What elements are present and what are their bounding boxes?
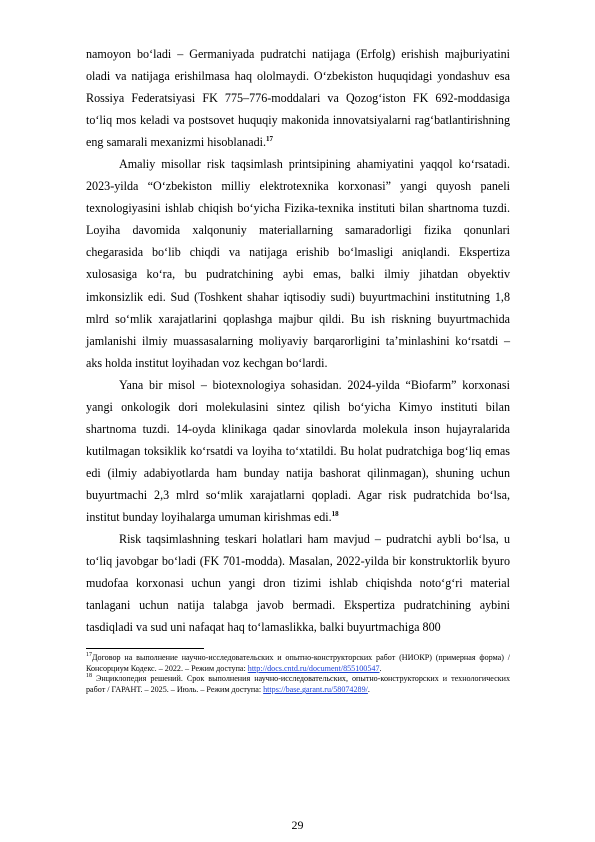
footnote-18: [86, 674, 510, 695]
footnote-18-text: Энциклопедия решений. Срок выполнения научно-исследовательских, опытно-конструкторских и технологических работ / ГАРАНТ. – 2025. – Июль. – Режим доступа:: [86, 674, 510, 695]
paragraph-2: Amaliy misollar risk taqsimlash printsipining ahamiyatini yaqqol ko‘rsatadi. 2023-yilda “O‘zbekiston milliy elektrotexnika korxonasi” yangi quyosh paneli texnologiyasini ishlab chiqish bo‘yicha Fizika-texnika instituti bilan shartnoma tuzdi. Loyiha davomida xalqonuniy materiallarning samaradorligi fizika qonunlari chegarasida bo‘lib chiqdi va natijaga erishib bo‘lmasligi aniqlandi. Ekspertiza xulosasiga ko‘ra, bu pudratchining aybi emas, balki ilmiy jihatdan obyektiv imkonsizlik edi. Sud (Toshkent shahar iqtisodiy sudi) buyurtmachini institutning 1,8 mlrd so‘mlik xarajatlarini qoplashga majbur qildi. Bu ish riskning buyurtmachida jamlanishi ilmiy muassasalarning moliyaviy barqarorligini ta’minlashini ko‘rsatdi – aks holda institut loyihadan voz kechgan bo‘lardi.: [86, 157, 510, 370]
paragraph-4: Risk taqsimlashning teskari holatlari ham mavjud – pudratchi aybli bo‘lsa, u to‘liq javobgar bo‘ladi (FK 701-modda). Masalan, 2022-yilda bir konstruktorlik byuro mudofaa korxonasi uchun yangi dron tizimi ishlab chiqishda noto‘g‘ri material tanlagani uchun natija talabga javob bermadi. Ekspertiza pudratchining aybini tasdiqladi va sud uni nafaqat haq to‘lamaslikka, balki buyurtmachiga 800: [86, 532, 510, 635]
footnote-17-link[interactable]: http://docs.cntd.ru/document/855100547: [247, 663, 380, 673]
footnote-18-number: 18: [86, 673, 92, 680]
footnote-17: [86, 653, 510, 674]
page-number: 29: [291, 818, 304, 832]
footnote-ref-18[interactable]: 18: [331, 509, 339, 518]
footnote-17-tail: .: [379, 663, 382, 673]
paragraph-1-text: namoyon bo‘ladi – Germaniyada pudratchi natijaga (Erfolg) erishish majburiyatini oladi va natijaga erishilmasa haq ololmaydi. O‘zbekiston huquqidagi yondashuv esa Rossiya Federatsiyasi FK 775–776-moddalari va Qozog‘iston FK 692-moddasiga to‘liq mos keladi va postsovet huquqiy makonida innovatsiyalarni rag‘batlantirishning eng samarali mexanizmi hisoblanadi.: [86, 47, 510, 150]
footnote-divider: [86, 648, 204, 649]
footnote-17-text: Договор на выполнение научно-исследовательских и опытно-конструкторских работ (НИОКР) (примерная форма) / Консорциум Кодекс. – 2022. – Режим доступа:: [86, 653, 510, 673]
footnote-ref-17[interactable]: 17: [266, 135, 274, 144]
footnote-18-link[interactable]: https://base.garant.ru/58074289/: [263, 685, 368, 695]
footnote-17-number: 17: [86, 652, 92, 659]
paragraph-1: [86, 43, 510, 153]
paragraph-3: [86, 374, 510, 528]
paragraph-3-text: Yana bir misol – biotexnologiya sohasidan. 2024-yilda “Biofarm” korxonasi yangi onkologik dori molekulasini sintez qilish bo‘yicha Kimyo instituti bilan shartnoma tuzdi. 14-oyda klinikaga qadar sinovlarda molekula inson hujayralarida kutilmagan toksiklik ko‘rsatdi va loyiha to‘xtatildi. Bu holat pudratchiga bog‘liq emas edi (ilmiy adabiyotlarda ham bunday natija bashorat qilinmagan), shuning uchun buyurtmachi 2,3 mlrd so‘mlik xarajatlarni qopladi. Agar risk pudratchida bo‘lsa, institut bunday loyihalarga umuman kirishmas edi.: [86, 377, 510, 524]
footnote-18-tail: .: [367, 685, 370, 695]
document-page: [86, 43, 510, 696]
